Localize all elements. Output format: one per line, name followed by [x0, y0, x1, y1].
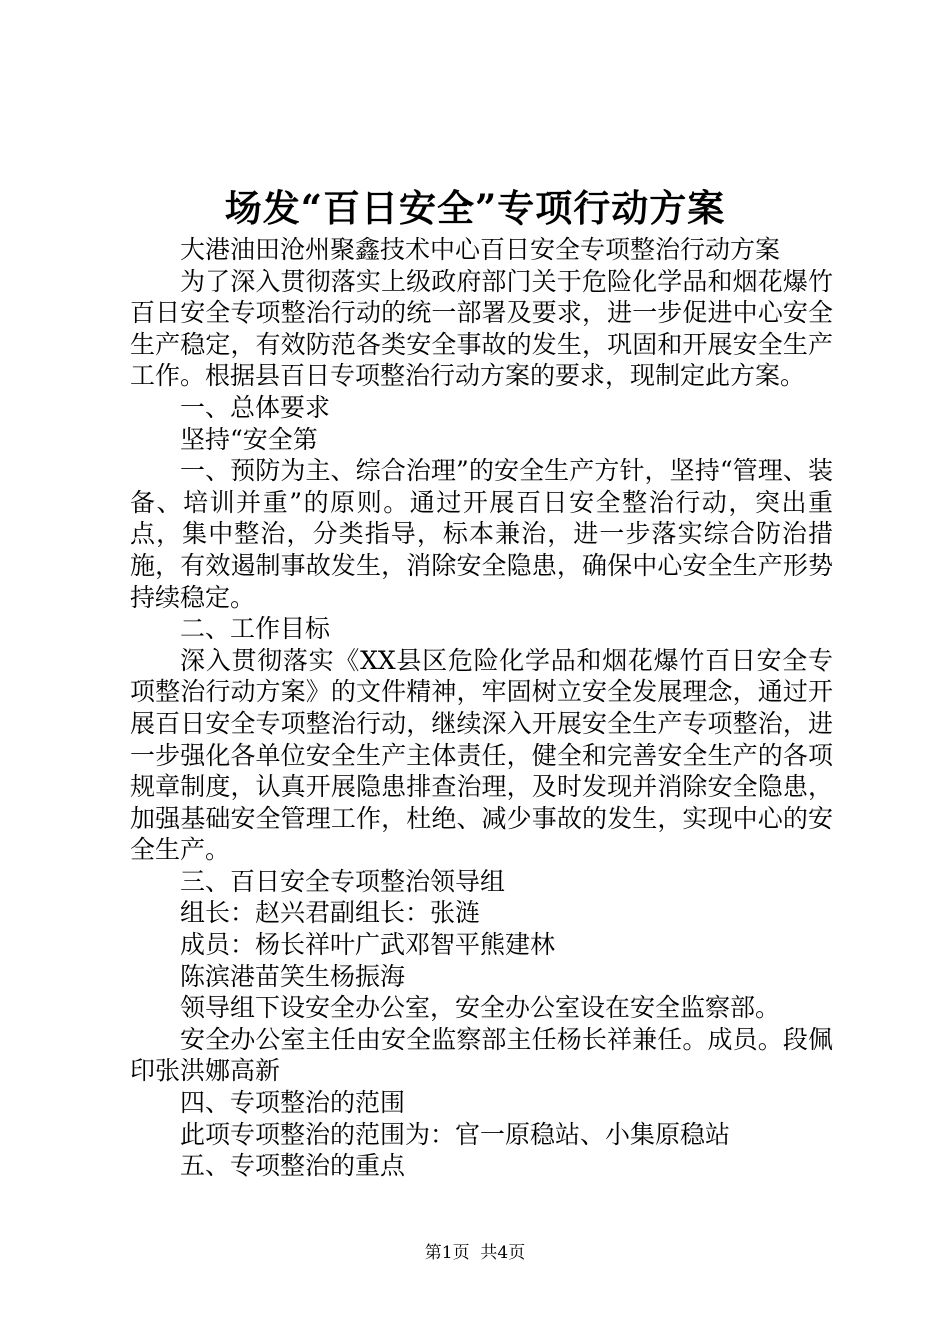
- heading-focus: 五、专项整治的重点: [180, 1151, 406, 1181]
- heading-scope: 四、专项整治的范围: [180, 1088, 406, 1118]
- paragraph-work-goals: 深入贯彻落实《XX县区危险化学品和烟花爆竹百日安全专项整治行动方案》的文件精神，牢固树立安全发展理念，通过开展百日安全专项整治行动，继续深入开展安全生产专项整治，进一步强化各单位安全生产主体责任，健全和完善安全生产的各项规章制度，认真开展隐患排查治理，及时发现并消除安全隐患，加强基础安全管理工作，杜绝、减少事故的发生，实现中心的安全生产。: [130, 645, 833, 865]
- paragraph-scope: 此项专项整治的范围为：官一原稳站、小集原稳站: [180, 1119, 731, 1149]
- page-footer: 第1页 共4页: [424, 1243, 526, 1263]
- paragraph-office-director: 安全办公室主任由安全监察部主任杨长祥兼任。成员。段佩印张洪娜高新: [130, 1024, 833, 1086]
- paragraph-intro: 为了深入贯彻落实上级政府部门关于危险化学品和烟花爆竹百日安全专项整治行动的统一部署及要求，进一步促进中心安全生产稳定，有效防范各类安全事故的发生，巩固和开展安全生产工作。根据县百日专项整治行动方案的要求，现制定此方案。: [130, 266, 833, 391]
- paragraph-group-leaders: 组长：赵兴君副组长：张涟: [180, 898, 481, 928]
- paragraph-group-members: 成员：杨长祥叶广武邓智平熊建林: [180, 930, 556, 960]
- paragraph-subtitle: 大港油田沧州聚鑫技术中心百日安全专项整治行动方案: [180, 235, 781, 264]
- paragraph-principle-start: 坚持“安全第: [180, 424, 318, 454]
- document-title: 场发“百日安全”专项行动方案: [224, 186, 726, 230]
- heading-general-requirements: 一、总体要求: [180, 392, 331, 422]
- document-body: [130, 234, 833, 1182]
- paragraph-principle: 一、预防为主、综合治理”的安全生产方针，坚持“管理、装备、培训并重”的原则。通过开展百日安全整治行动，突出重点，集中整治，分类指导，标本兼治，进一步落实综合防治措施，有效遏制事故发生，消除安全隐患，确保中心安全生产形势持续稳定。: [130, 456, 833, 612]
- heading-leadership-group: 三、百日安全专项整治领导组: [180, 866, 506, 896]
- paragraph-safety-office: 领导组下设安全办公室，安全办公室设在安全监察部。: [180, 993, 781, 1023]
- heading-work-goals: 二、工作目标: [180, 614, 331, 644]
- paragraph-group-members-cont: 陈滨港苗笑生杨振海: [180, 961, 406, 991]
